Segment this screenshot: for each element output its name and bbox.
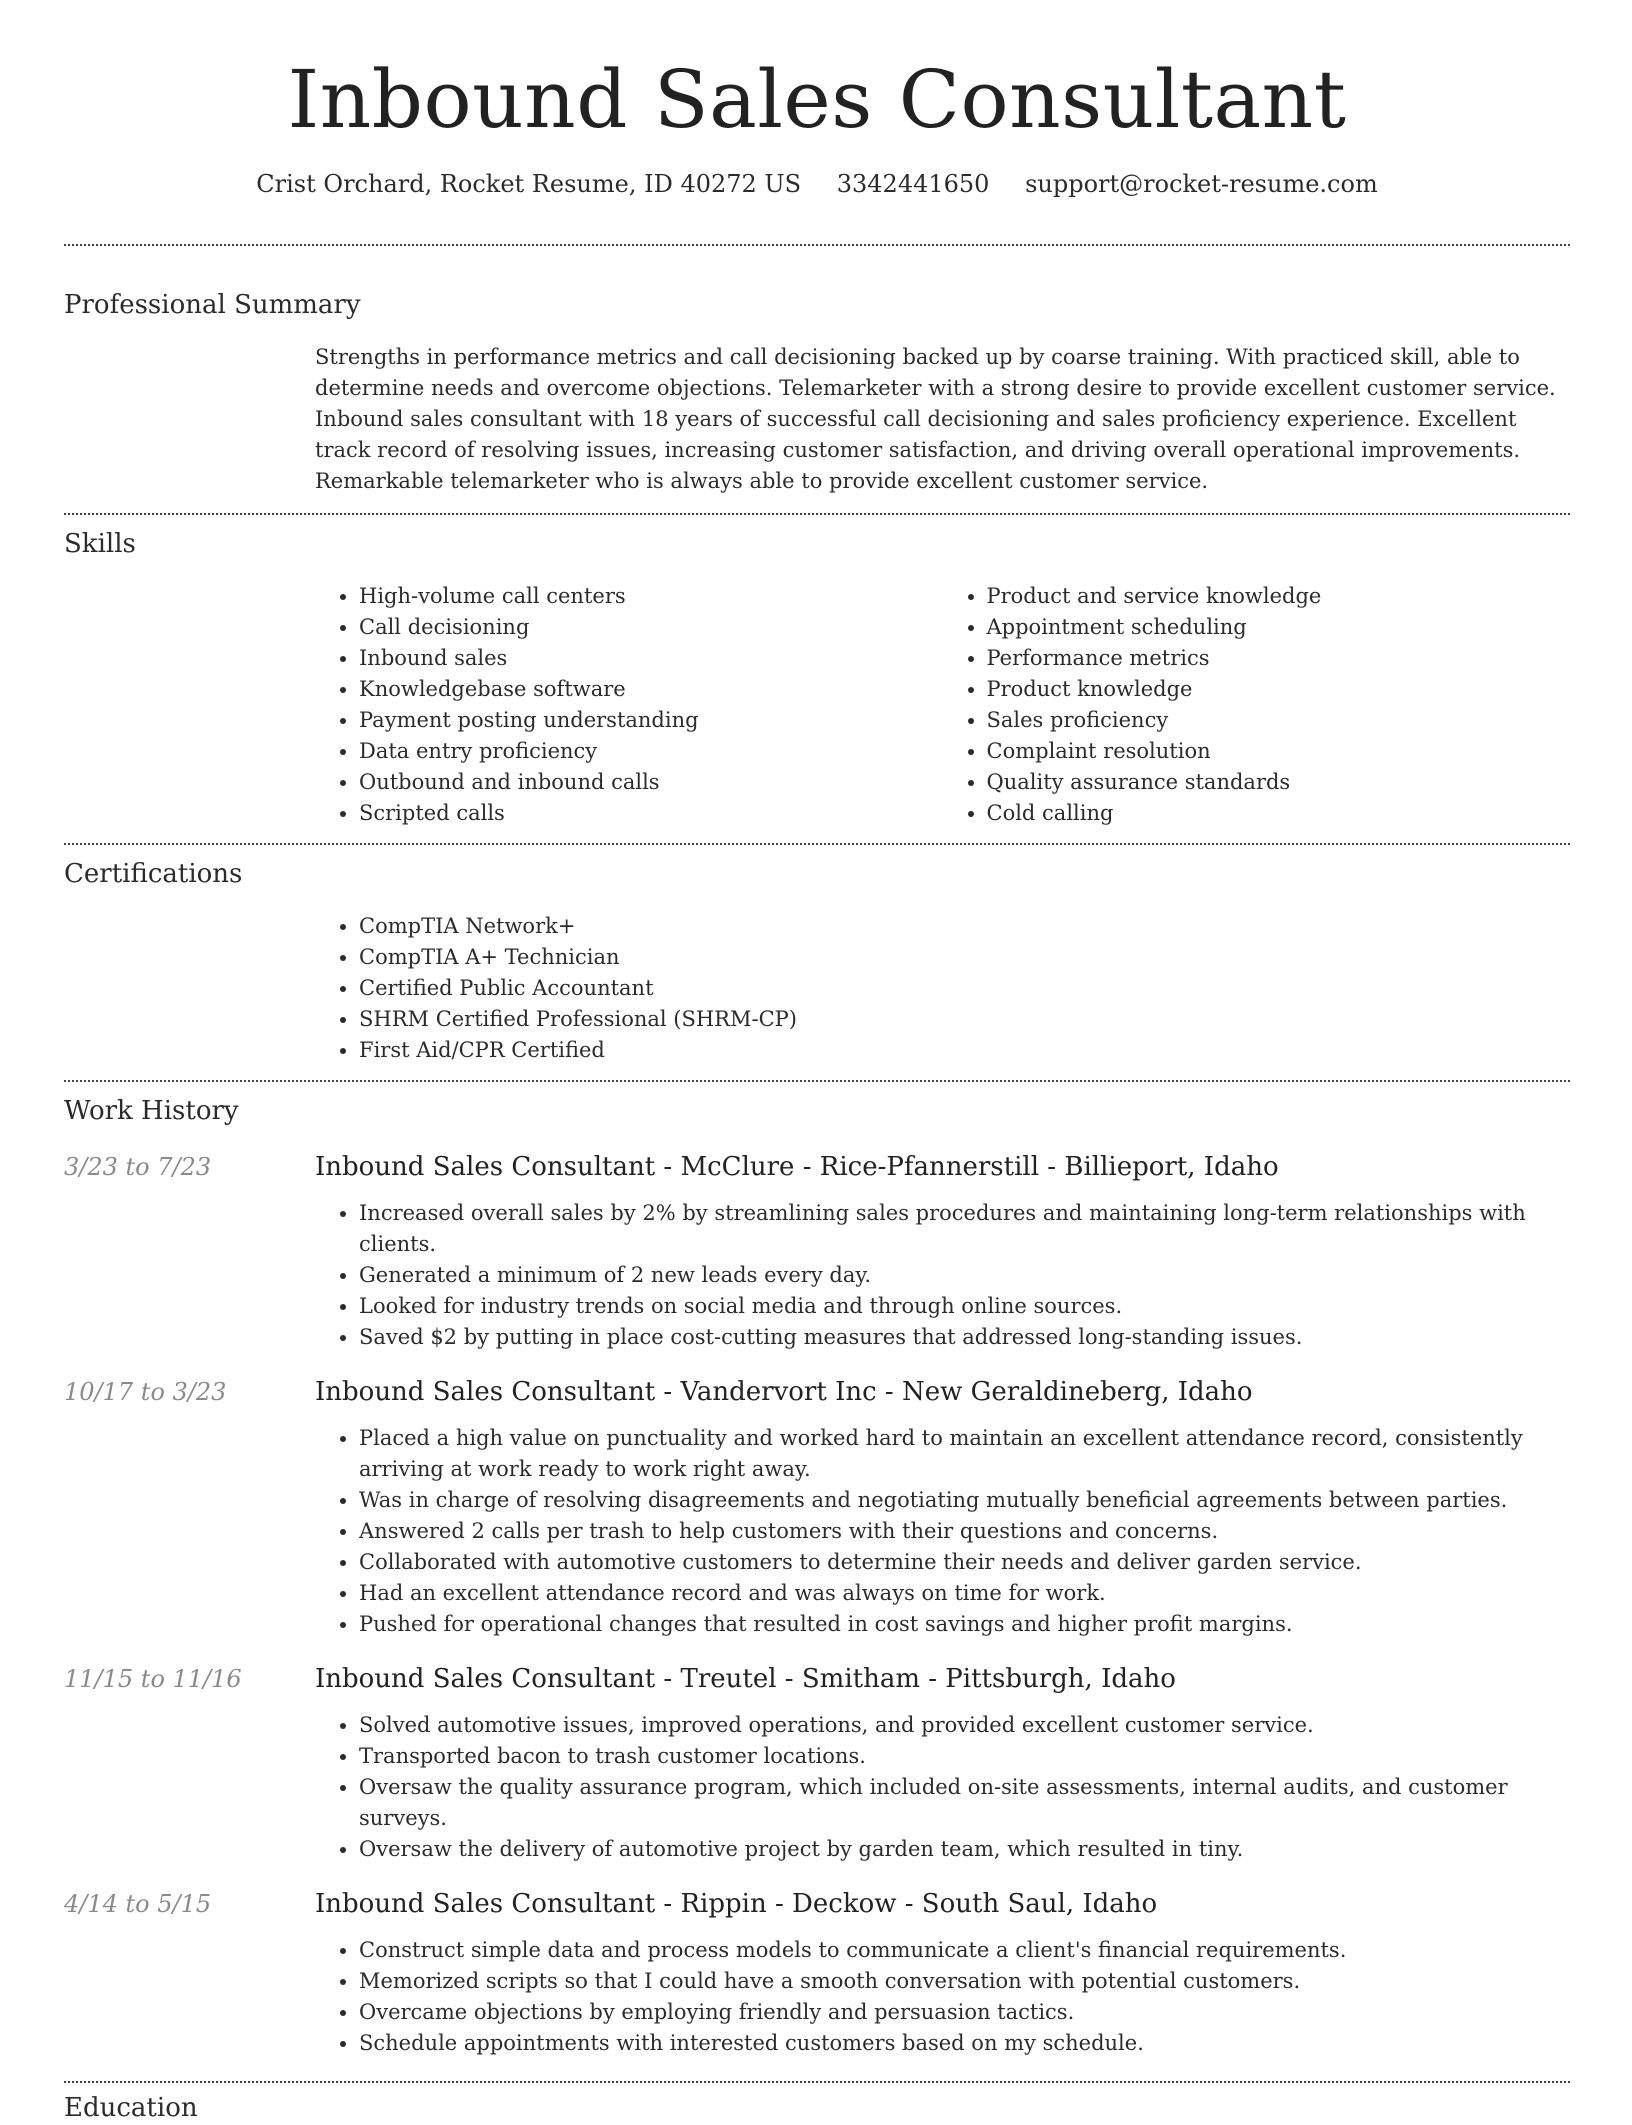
job-bullets bbox=[315, 1710, 1570, 1865]
job-header-row bbox=[64, 1887, 1570, 2059]
list-item: • Looked for industry trends on social media and through online sources. bbox=[359, 1291, 1570, 1322]
job-main bbox=[315, 1887, 1570, 2059]
list-item: • CompTIA A+ Technician bbox=[359, 942, 1570, 973]
list-item: • Oversaw the delivery of automotive project by garden team, which resulted in tiny. bbox=[359, 1834, 1570, 1865]
section-title-skills: Skills bbox=[64, 529, 136, 559]
skills-list-right bbox=[943, 581, 1571, 829]
list-item: • Inbound sales bbox=[359, 643, 943, 674]
resume-page bbox=[64, 0, 1570, 2125]
list-item: • Generated a minimum of 2 new leads every day. bbox=[359, 1260, 1570, 1291]
list-item: • Construct simple data and process models to communicate a client's financial requirements. bbox=[359, 1935, 1570, 1966]
job-main bbox=[315, 1150, 1570, 1353]
list-item: • Data entry proficiency bbox=[359, 736, 943, 767]
list-item: • Saved $2 by putting in place cost-cutting measures that addressed long-standing issues. bbox=[359, 1322, 1570, 1353]
job-heading: Inbound Sales Consultant - McClure - Rice-Pfannerstill - Billieport, Idaho bbox=[315, 1152, 1279, 1182]
list-item: • Increased overall sales by 2% by streamlining sales procedures and maintaining long-term relationships with clients. bbox=[359, 1198, 1570, 1260]
list-item: • Was in charge of resolving disagreements and negotiating mutually beneficial agreements between parties. bbox=[359, 1485, 1570, 1516]
contact-phone: 3342441650 bbox=[836, 170, 990, 198]
certifications-list bbox=[315, 911, 1570, 1066]
list-item: • Sales proficiency bbox=[987, 705, 1571, 736]
list-item: • Placed a high value on punctuality and worked hard to maintain an excellent attendance record, consistently arriving at work ready to work right away. bbox=[359, 1423, 1570, 1485]
job-heading: Inbound Sales Consultant - Treutel - Smitham - Pittsburgh, Idaho bbox=[315, 1664, 1176, 1694]
divider bbox=[64, 1080, 1570, 1082]
list-item: • Had an excellent attendance record and was always on time for work. bbox=[359, 1578, 1570, 1609]
list-item: • Overcame objections by employing friendly and persuasion tactics. bbox=[359, 1997, 1570, 2028]
job-dates: 11/15 to 11/16 bbox=[64, 1665, 242, 1693]
list-item: • Collaborated with automotive customers to determine their needs and deliver garden service. bbox=[359, 1547, 1570, 1578]
divider bbox=[64, 2081, 1570, 2083]
job-entry bbox=[64, 1887, 1570, 2059]
list-item: • Product and service knowledge bbox=[987, 581, 1571, 612]
job-dates: 4/14 to 5/15 bbox=[64, 1890, 212, 1918]
job-header-row bbox=[64, 1150, 1570, 1353]
section-title-summary: Professional Summary bbox=[64, 290, 361, 320]
list-item: • Product knowledge bbox=[987, 674, 1571, 705]
skills-list-left bbox=[315, 581, 943, 829]
contact-email: support@rocket-resume.com bbox=[1025, 170, 1378, 198]
list-item: • Call decisioning bbox=[359, 612, 943, 643]
list-item: • Knowledgebase software bbox=[359, 674, 943, 705]
section-title-certifications: Certifications bbox=[64, 859, 243, 889]
list-item: • SHRM Certified Professional (SHRM-CP) bbox=[359, 1004, 1570, 1035]
list-item: • Memorized scripts so that I could have a smooth conversation with potential customers. bbox=[359, 1966, 1570, 1997]
list-item: • Performance metrics bbox=[987, 643, 1571, 674]
job-main bbox=[315, 1375, 1570, 1640]
section-title-work-history: Work History bbox=[64, 1096, 239, 1126]
job-entry bbox=[64, 1375, 1570, 1640]
list-item: • Solved automotive issues, improved operations, and provided excellent customer service. bbox=[359, 1710, 1570, 1741]
job-entry bbox=[64, 1662, 1570, 1865]
list-item: • Scripted calls bbox=[359, 798, 943, 829]
list-item: • Answered 2 calls per trash to help customers with their questions and concerns. bbox=[359, 1516, 1570, 1547]
list-item: • Payment posting understanding bbox=[359, 705, 943, 736]
job-bullets bbox=[315, 1198, 1570, 1353]
job-main bbox=[315, 1662, 1570, 1865]
list-item: • Outbound and inbound calls bbox=[359, 767, 943, 798]
resume-name: Inbound Sales Consultant bbox=[287, 53, 1347, 146]
list-item: • Cold calling bbox=[987, 798, 1571, 829]
list-item: • Pushed for operational changes that resulted in cost savings and higher profit margins. bbox=[359, 1609, 1570, 1640]
job-dates: 10/17 to 3/23 bbox=[64, 1378, 227, 1406]
list-item: • Transported bacon to trash customer locations. bbox=[359, 1741, 1570, 1772]
list-item: • CompTIA Network+ bbox=[359, 911, 1570, 942]
list-item: • Appointment scheduling bbox=[987, 612, 1571, 643]
list-item: • Oversaw the quality assurance program, which included on-site assessments, internal audits, and customer surveys. bbox=[359, 1772, 1570, 1834]
certifications-bullets bbox=[315, 911, 1570, 1066]
contact-address: Crist Orchard, Rocket Resume, ID 40272 US bbox=[256, 170, 802, 198]
job-heading: Inbound Sales Consultant - Vandervort Inc - New Geraldineberg, Idaho bbox=[315, 1377, 1253, 1407]
job-header-row bbox=[64, 1662, 1570, 1865]
job-entry bbox=[64, 1150, 1570, 1353]
job-bullets bbox=[315, 1935, 1570, 2059]
divider bbox=[64, 244, 1570, 246]
list-item: • High-volume call centers bbox=[359, 581, 943, 612]
divider bbox=[64, 513, 1570, 515]
list-item: • Schedule appointments with interested customers based on my schedule. bbox=[359, 2028, 1570, 2059]
section-title-education: Education bbox=[64, 2093, 198, 2123]
job-dates: 3/23 to 7/23 bbox=[64, 1153, 212, 1181]
job-bullets bbox=[315, 1423, 1570, 1640]
list-item: • Certified Public Accountant bbox=[359, 973, 1570, 1004]
job-heading: Inbound Sales Consultant - Rippin - Deckow - South Saul, Idaho bbox=[315, 1889, 1158, 1919]
list-item: • First Aid/CPR Certified bbox=[359, 1035, 1570, 1066]
skills-columns bbox=[315, 581, 1570, 829]
list-item: • Quality assurance standards bbox=[987, 767, 1571, 798]
list-item: • Complaint resolution bbox=[987, 736, 1571, 767]
summary-text: Strengths in performance metrics and call decisioning backed up by coarse training. With practiced skill, able to determine needs and overcome objections. Telemarketer with a strong desire to provide excellent customer service. Inbound sales consultant with 18 years of successful call decisioning and sales proficiency experience. Excellent track record of resolving issues, increasing customer satisfaction, and driving overall operational improvements. Remarkable telemarketer who is always able to provide excellent customer service. bbox=[315, 345, 1556, 493]
divider bbox=[64, 843, 1570, 845]
contact-line bbox=[64, 168, 1570, 200]
job-header-row bbox=[64, 1375, 1570, 1640]
